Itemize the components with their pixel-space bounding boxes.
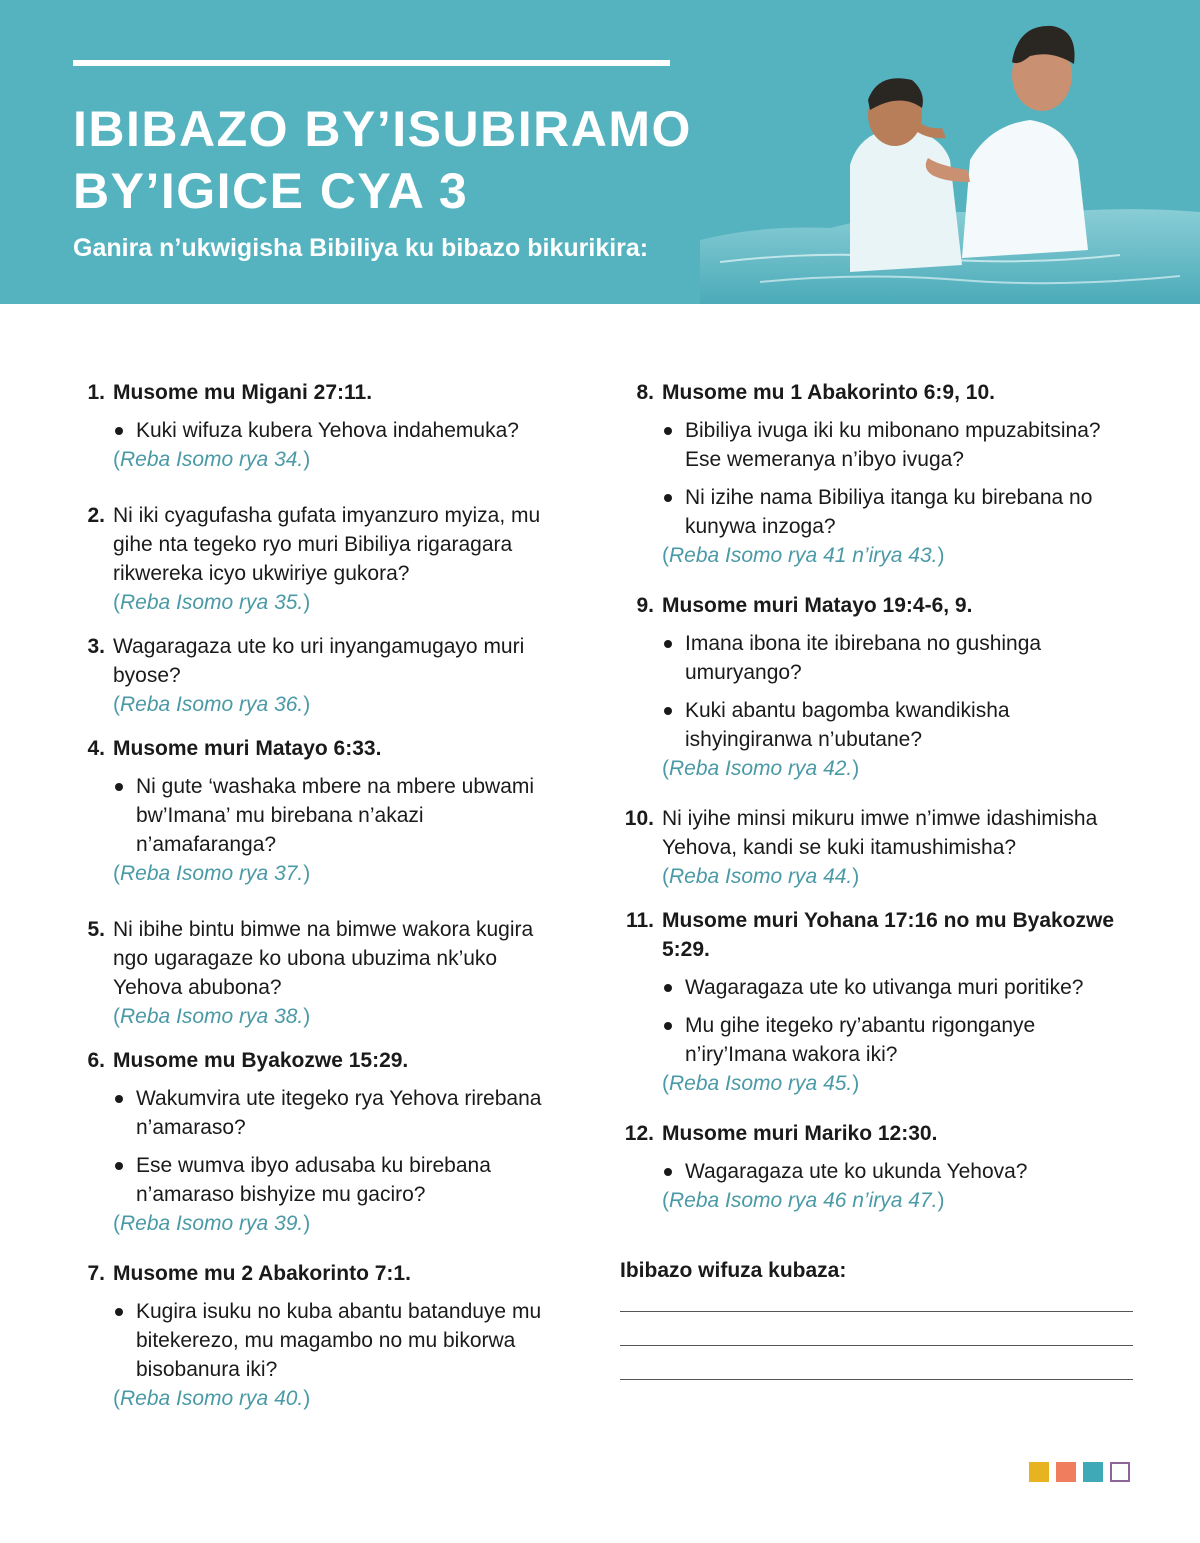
- question-bullet: Wagaragaza ute ko utivanga muri poritike?: [662, 973, 1138, 1002]
- question-number: 6.: [87, 1049, 105, 1072]
- question-number: 1.: [87, 381, 105, 404]
- lesson-reference: (Reba Isomo rya 39.): [113, 1212, 311, 1235]
- question-bullet: Kuki wifuza kubera Yehova indahemuka?: [113, 416, 560, 445]
- question-bullet: Kuki abantu bagomba kwandikisha ishyingiranwa n’ubutane?: [662, 696, 1138, 754]
- question-number: 3.: [87, 635, 105, 658]
- lesson-reference: (Reba Isomo rya 44.): [662, 865, 860, 888]
- question-3: [80, 632, 560, 719]
- lesson-reference: (Reba Isomo rya 37.): [113, 862, 311, 885]
- question-text: Musome mu 1 Abakorinto 6:9, 10.: [662, 381, 995, 404]
- question-text: Musome muri Yohana 17:16 no mu Byakozwe 5:29.: [662, 909, 1115, 961]
- teal-square: [1083, 1462, 1103, 1482]
- lesson-reference: (Reba Isomo rya 41 n’irya 43.): [662, 544, 945, 567]
- lesson-reference: (Reba Isomo rya 42.): [662, 757, 860, 780]
- question-12: [618, 1119, 1138, 1215]
- question-7: [80, 1259, 560, 1413]
- question-text: Musome muri Matayo 19:4-6, 9.: [662, 594, 973, 617]
- question-11: [618, 906, 1138, 1098]
- question-6: [80, 1046, 560, 1238]
- lesson-reference: (Reba Isomo rya 40.): [113, 1387, 311, 1410]
- question-bullet: Ni gute ‘washaka mbere na mbere ubwami bw’Imana’ mu birebana n’akazi n’amafaranga?: [113, 772, 560, 859]
- question-number: 4.: [87, 737, 105, 760]
- lesson-reference: (Reba Isomo rya 36.): [113, 693, 311, 716]
- question-number: 2.: [87, 504, 105, 527]
- lesson-reference: (Reba Isomo rya 46 n’irya 47.): [662, 1189, 945, 1212]
- question-10: [618, 804, 1138, 891]
- questions-to-ask-label: Ibibazo wifuza kubaza:: [620, 1259, 847, 1282]
- question-number: 12.: [624, 1122, 654, 1145]
- orange-square: [1056, 1462, 1076, 1482]
- question-text: Musome mu Migani 27:11.: [113, 381, 373, 404]
- page-subtitle: Ganira n’ukwigisha Bibiliya ku bibazo bikurikira:: [73, 234, 649, 262]
- answer-line[interactable]: [620, 1311, 1133, 1312]
- question-text: Ni ibihe bintu bimwe na bimwe wakora kugira ngo ugaragaze ko ubona ubuzima nk’uko Yehova abubona?: [113, 918, 534, 999]
- page-title-line-1: IBIBAZO BY’ISUBIRAMO: [73, 101, 692, 157]
- baptism-illustration: [700, 0, 1200, 304]
- question-9: [618, 591, 1138, 783]
- question-4: [80, 734, 560, 888]
- question-2: [80, 501, 560, 617]
- question-bullet: Ni izihe nama Bibiliya itanga ku birebana no kunywa inzoga?: [662, 483, 1138, 541]
- question-number: 9.: [636, 594, 654, 617]
- question-8: [618, 378, 1138, 570]
- questions-column-left: [80, 378, 560, 1413]
- question-number: 7.: [87, 1262, 105, 1285]
- question-bullet: Wakumvira ute itegeko rya Yehova rirebana n’amaraso?: [113, 1084, 560, 1142]
- question-bullet: Imana ibona ite ibirebana no gushinga umuryango?: [662, 629, 1138, 687]
- answer-line[interactable]: [620, 1345, 1133, 1346]
- purple-outline-square: [1110, 1462, 1130, 1482]
- question-number: 5.: [87, 918, 105, 941]
- question-number: 10.: [624, 807, 654, 830]
- lesson-reference: (Reba Isomo rya 35.): [113, 591, 311, 614]
- question-bullet: Wagaragaza ute ko ukunda Yehova?: [662, 1157, 1138, 1186]
- question-bullet: Kugira isuku no kuba abantu batanduye mu bitekerezo, mu magambo no mu bikorwa bisobanura iki?: [113, 1297, 560, 1384]
- question-number: 8.: [636, 381, 654, 404]
- question-text: Musome muri Mariko 12:30.: [662, 1122, 938, 1145]
- header-rule: [73, 60, 670, 66]
- question-bullet: Mu gihe itegeko ry’abantu rigonganye n’iry’Imana wakora iki?: [662, 1011, 1138, 1069]
- lesson-reference: (Reba Isomo rya 45.): [662, 1072, 860, 1095]
- answer-line[interactable]: [620, 1379, 1133, 1380]
- question-text: Musome mu Byakozwe 15:29.: [113, 1049, 409, 1072]
- questions-column-right: [618, 378, 1138, 1215]
- question-bullet: Ese wumva ibyo adusaba ku birebana n’amaraso bishyize mu gaciro?: [113, 1151, 560, 1209]
- page-title: [73, 98, 713, 222]
- header-banner: [0, 0, 1200, 304]
- question-bullet: Bibiliya ivuga iki ku mibonano mpuzabitsina? Ese wemeranya n’ibyo ivuga?: [662, 416, 1138, 474]
- question-text: Ni iyihe minsi mikuru imwe n’imwe idashimisha Yehova, kandi se kuki itamushimisha?: [662, 807, 1098, 859]
- question-1: [80, 378, 560, 474]
- question-5: [80, 915, 560, 1031]
- question-text: Ni iki cyagufasha gufata imyanzuro myiza, mu gihe nta tegeko ryo muri Bibiliya rigaragara rikwereka icyo ukwiriye gukora?: [113, 504, 541, 585]
- page-title-line-2: BY’IGICE CYA 3: [73, 163, 469, 219]
- question-number: 11.: [625, 909, 654, 932]
- question-text: Musome muri Matayo 6:33.: [113, 737, 382, 760]
- yellow-square: [1029, 1462, 1049, 1482]
- question-text: Musome mu 2 Abakorinto 7:1.: [113, 1262, 411, 1285]
- lesson-reference: (Reba Isomo rya 34.): [113, 448, 311, 471]
- lesson-reference: (Reba Isomo rya 38.): [113, 1005, 311, 1028]
- color-squares-decoration: [1029, 1462, 1130, 1482]
- question-text: Wagaragaza ute ko uri inyangamugayo muri byose?: [113, 635, 525, 687]
